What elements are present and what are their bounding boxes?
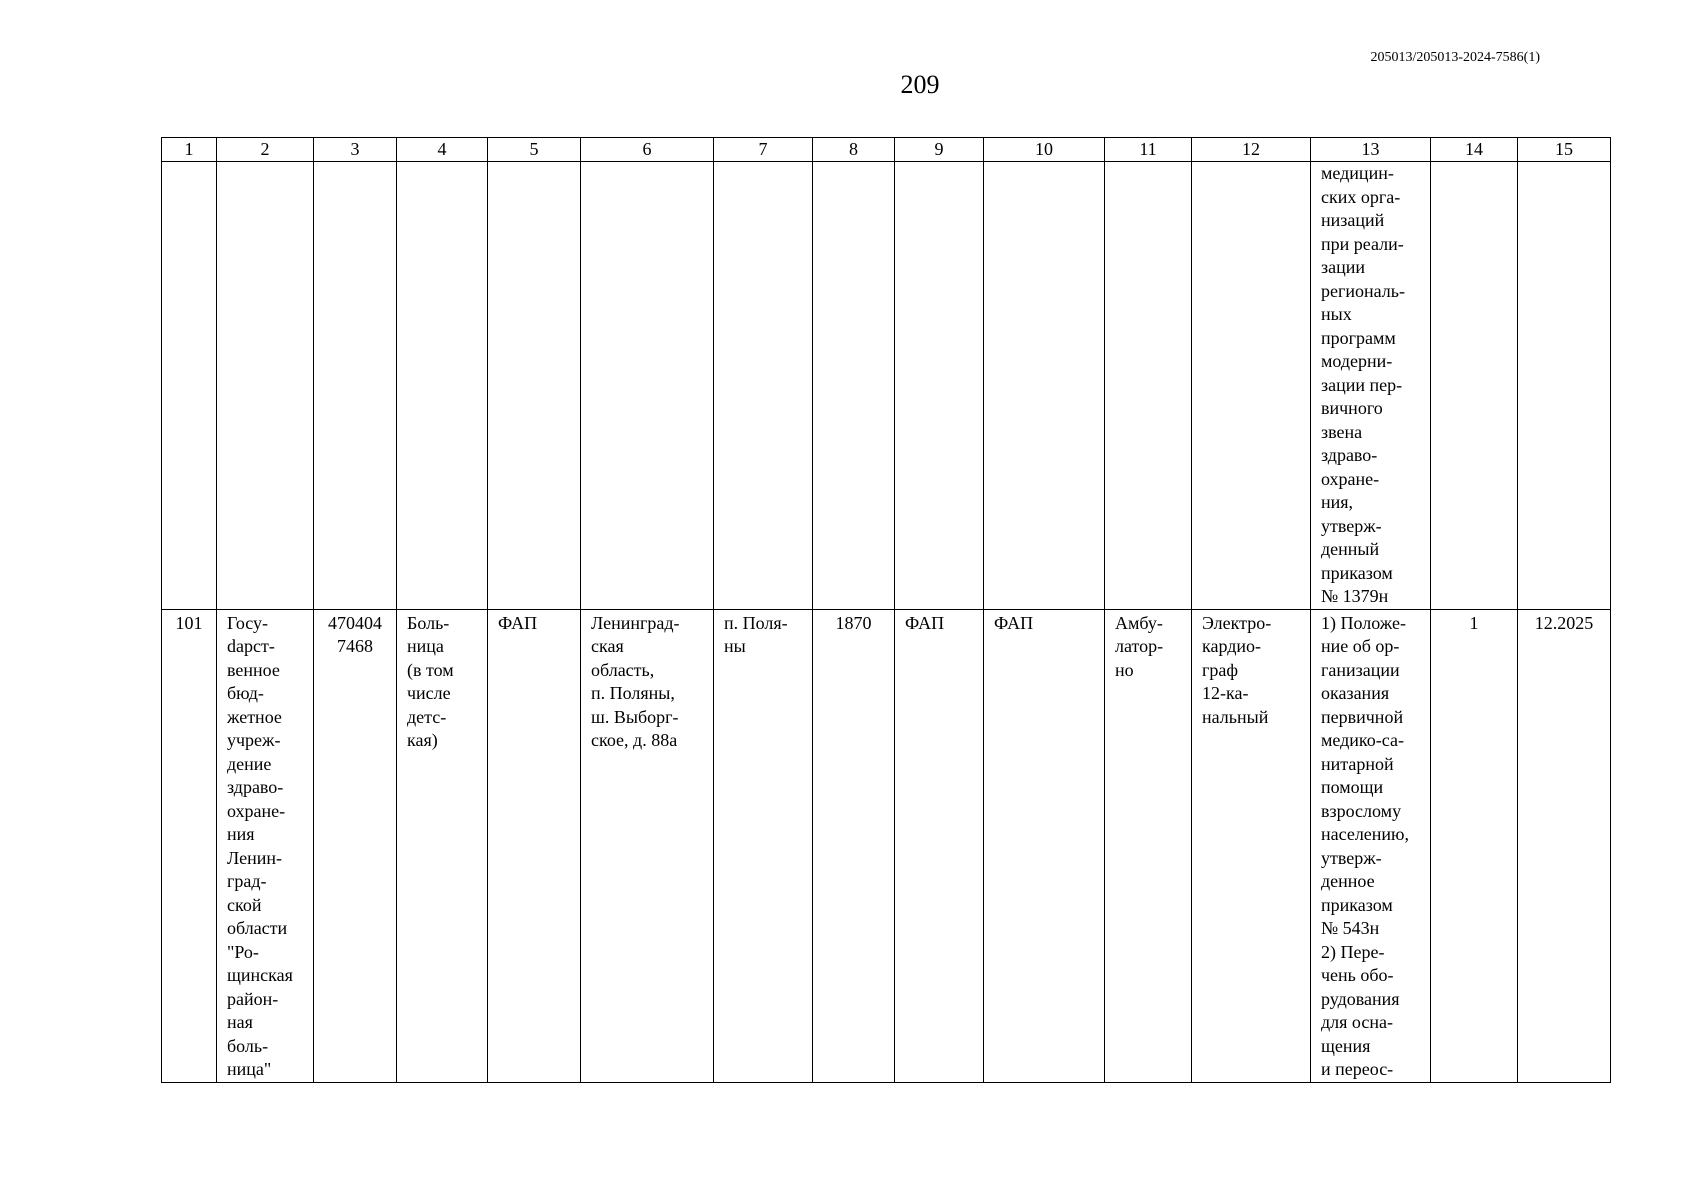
page-number: 209 [900, 70, 940, 99]
organization-cell [217, 609, 314, 1082]
care-condition-cell [1105, 609, 1192, 1082]
date: 12.2025 [1534, 612, 1594, 633]
table-cell [162, 162, 217, 610]
column-header: 4 [397, 138, 488, 162]
quantity: 1 [1469, 612, 1479, 633]
table-cell [488, 162, 581, 610]
table-cell [984, 162, 1105, 610]
column-header: 7 [714, 138, 813, 162]
column-header: 6 [581, 138, 714, 162]
table-cell [314, 162, 397, 610]
column-header: 1 [162, 138, 217, 162]
col10-value: ФАП [994, 612, 1034, 633]
column-header: 2 [217, 138, 314, 162]
row-number: 101 [175, 612, 203, 633]
code-cell [314, 609, 397, 1082]
column-header: 8 [813, 138, 895, 162]
document-id: 205013/205013-2024-7586(1) [1370, 50, 1540, 65]
table-cell [895, 162, 984, 610]
column-header: 10 [984, 138, 1105, 162]
column-header: 13 [1311, 138, 1431, 162]
data-table [161, 137, 1611, 1083]
care-condition: Амбу- латор- но [1115, 612, 1164, 680]
address: Ленинград- ская область, п. Поляны, ш. Выборг- ское, д. 88а [591, 612, 680, 750]
column-header: 5 [488, 138, 581, 162]
date-cell [1518, 609, 1611, 1082]
regulation-text: 1) Положе- ние об ор- ганизации оказания первичной медико-са- нитарной помощи взрослому населению, утверж- денное приказом № 543н 2) Пере- чень обо- рудования для осна- щения и переос- [1321, 612, 1410, 1079]
column-header: 11 [1105, 138, 1192, 162]
col9-cell [895, 609, 984, 1082]
column-header: 9 [895, 138, 984, 162]
regulation-cell [1311, 609, 1431, 1082]
column-header: 12 [1192, 138, 1311, 162]
unit-cell [488, 609, 581, 1082]
table-cell [1192, 162, 1311, 610]
table-cell [1518, 162, 1611, 610]
col10-cell [984, 609, 1105, 1082]
organization-name: Госу- dарст- венное бюд- жетное учреж- дение здраво- охране- ния Ленин- град- ской области "Ро- щинская район- ная боль- ница" [227, 612, 293, 1079]
table-cell [813, 162, 895, 610]
quantity-cell [1431, 609, 1518, 1082]
table-cell [397, 162, 488, 610]
population: 1870 [835, 612, 872, 633]
type-cell [397, 609, 488, 1082]
settlement: п. Поля- ны [724, 612, 788, 656]
unit-name: ФАП [498, 612, 538, 633]
column-header-row [162, 138, 1611, 162]
organization-code: 470404 7468 [328, 612, 382, 656]
regulation-text: медицин- ских орга- низаций при реали- зации региональ- ных программ модерни- зации пер- вичного звена здраво- охране- ния, утверж- денный приказом № 1379н [1321, 163, 1405, 606]
table-cell-regulation-continued [1311, 162, 1431, 610]
population-cell [813, 609, 895, 1082]
table-cell [1105, 162, 1192, 610]
table-cell [1431, 162, 1518, 610]
equipment-cell [1192, 609, 1311, 1082]
table-row-101 [162, 609, 1611, 1082]
row-number-cell [162, 609, 217, 1082]
table-cell [714, 162, 813, 610]
col9-value: ФАП [905, 612, 945, 633]
table-cell [581, 162, 714, 610]
table-cell [217, 162, 314, 610]
facility-type: Боль- ница (в том числе детс- кая) [407, 612, 454, 750]
column-header: 15 [1518, 138, 1611, 162]
column-header: 3 [314, 138, 397, 162]
column-header: 14 [1431, 138, 1518, 162]
equipment-name: Электро- кардио- граф 12-ка- нальный [1202, 612, 1272, 727]
address-cell [581, 609, 714, 1082]
settlement-cell [714, 609, 813, 1082]
table-row-continued [162, 162, 1611, 610]
